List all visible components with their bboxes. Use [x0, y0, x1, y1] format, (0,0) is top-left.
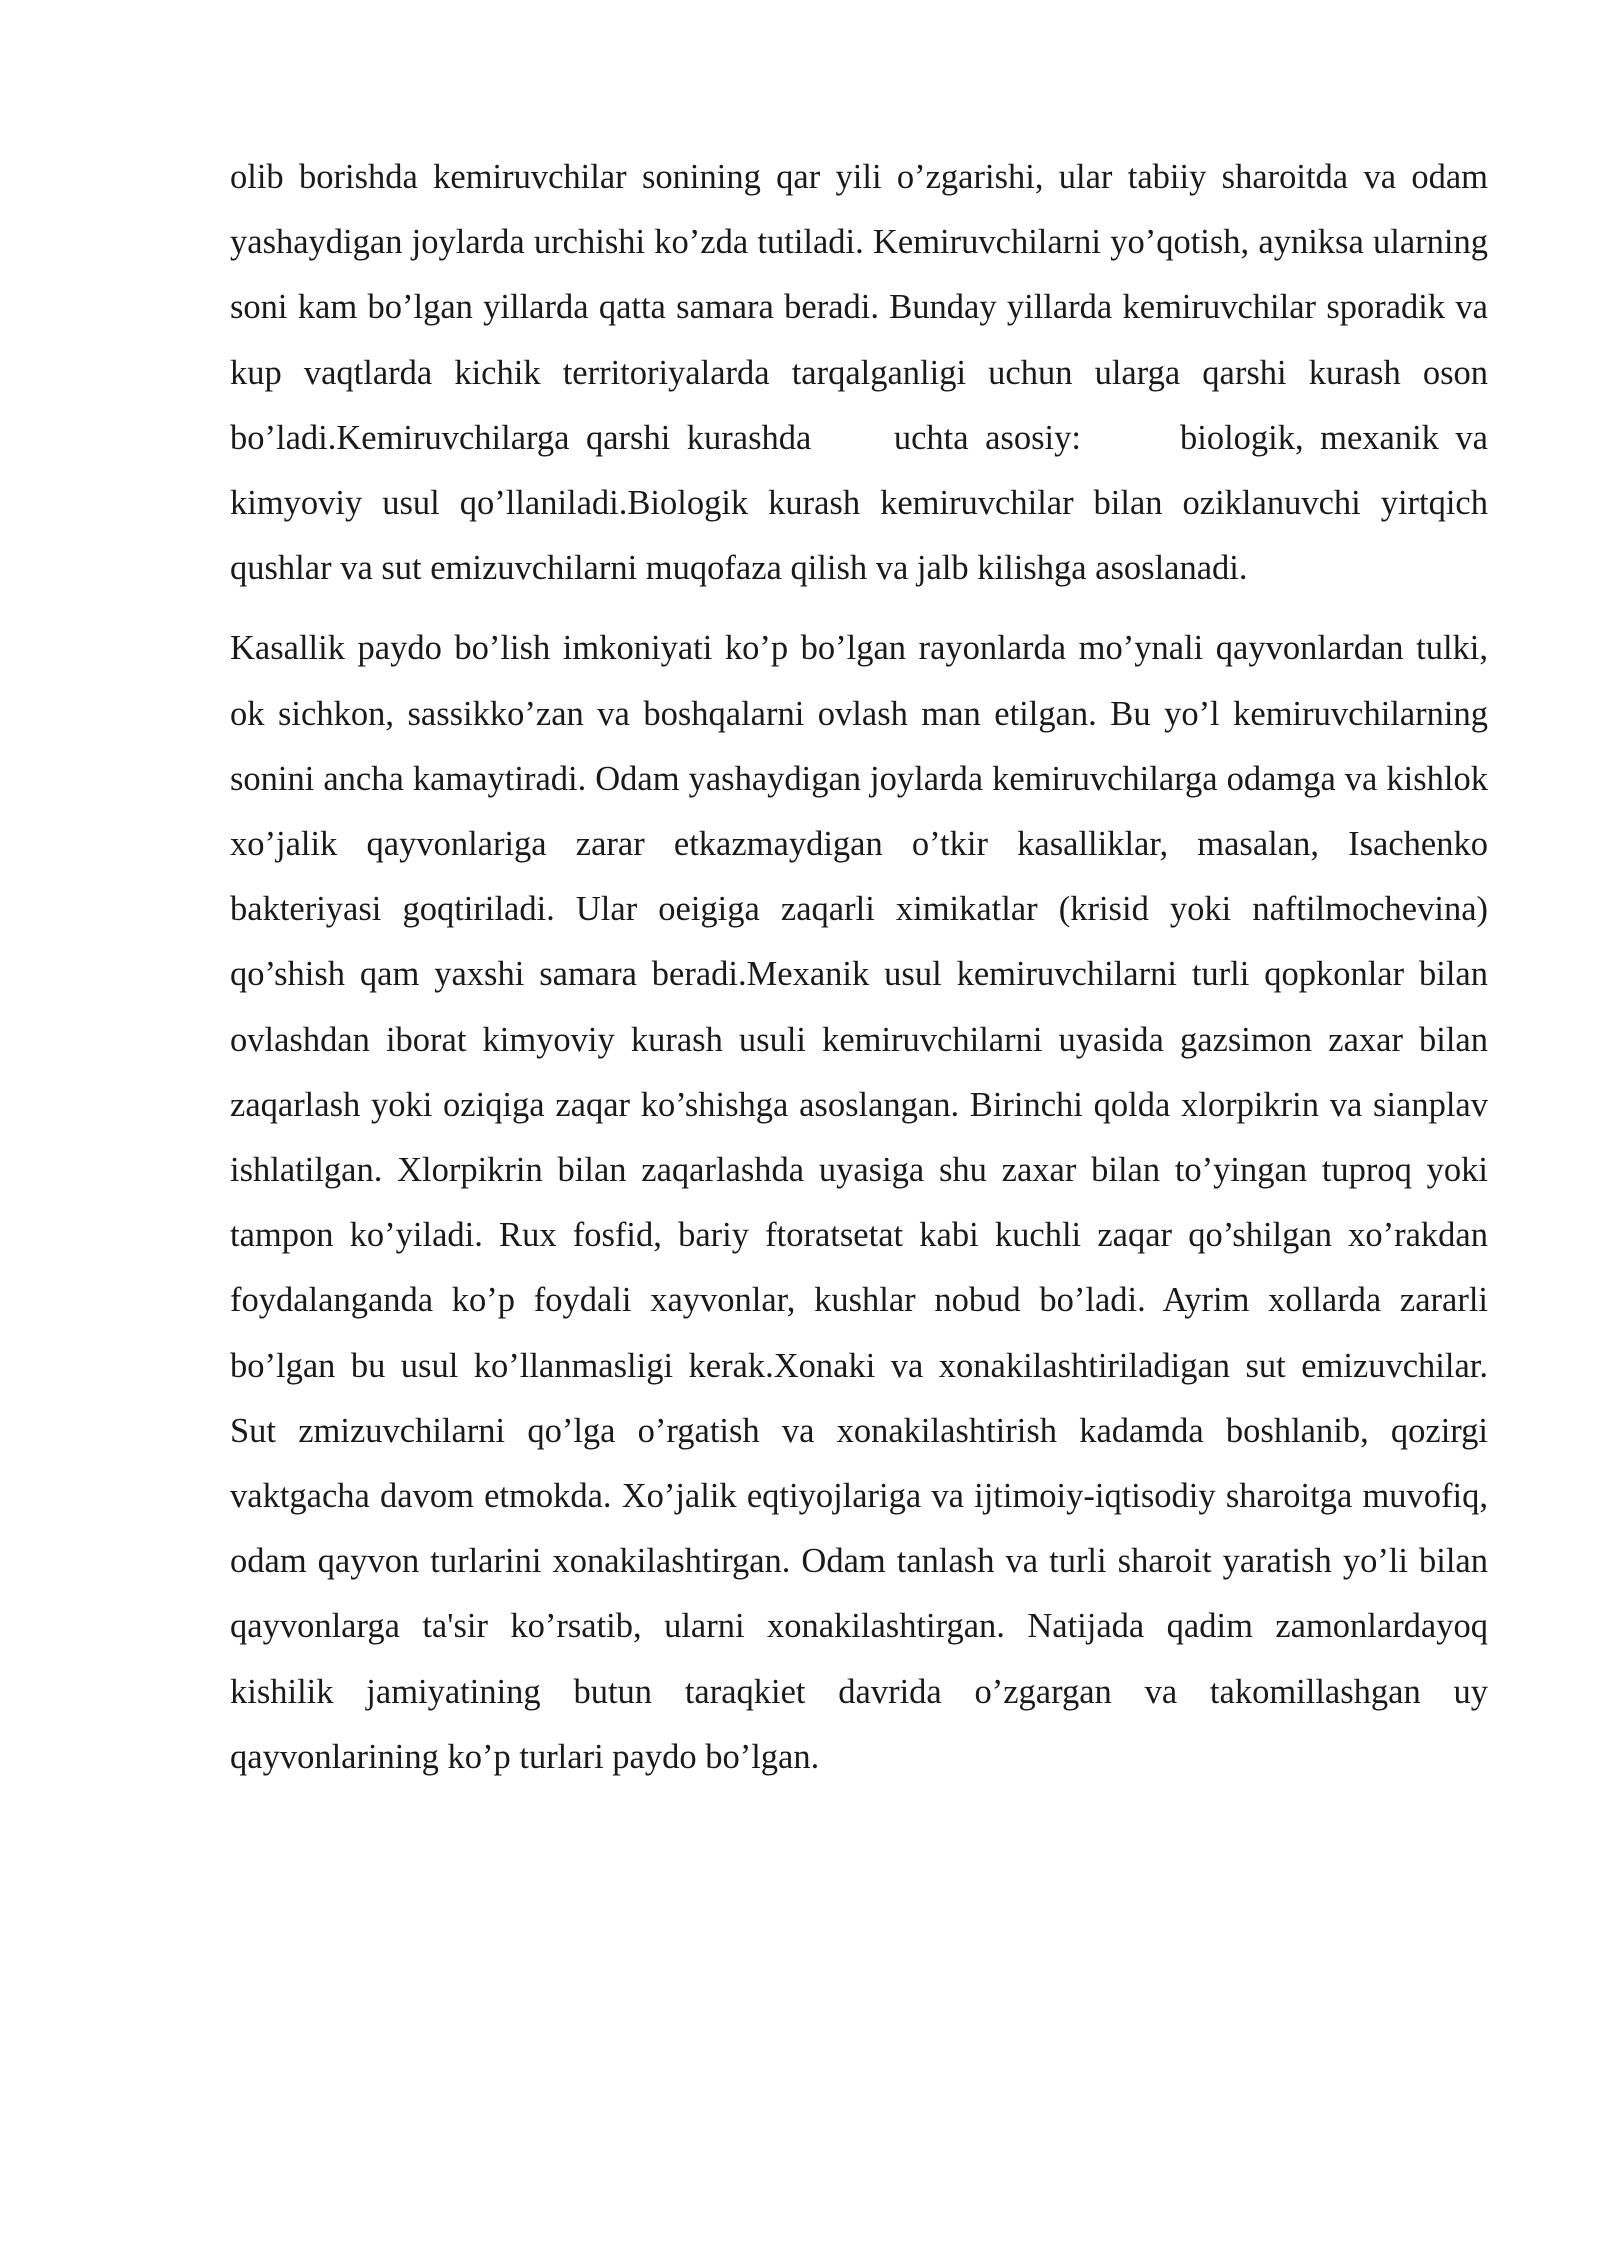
paragraph-1: olib borishda kemiruvchilar sonining qar yili o’zgarishi, ular tabiiy sharoitda va odam yashaydigan joylarda urchishi ko’zda tutiladi. Kemiruvchilarni yo’qotish, ayniksa ularning soni kam bo’lgan yillarda qatta samara beradi. Bunday yillarda kemiruvchilar sporadik va kup vaqtlarda kichik territoriyalarda tarqalganligi uchun ularga qarshi kurash oson bo’ladi.Kemiruvchilarga qarshi kurashda uchta asosiy: biologik, mexanik va kimyoviy usul qo’llaniladi.Biologik kurash kemiruvchilar bilan oziklanuvchi yirtqich qushlar va sut emizuvchilarni muqofaza qilish va jalb kilishga asoslanadi. — [230, 158, 1497, 588]
document-body — [230, 145, 1497, 1805]
paragraph-2: Kasallik paydo bo’lish imkoniyati ko’p bo’lgan rayonlarda mo’ynali qayvonlardan tulki, ok sichkon, sassikko’zan va boshqalarni ovlash man etilgan. Bu yo’l kemiruvchilarning sonini ancha kamaytiradi. Odam yashaydigan joylarda kemiruvchilarga odamga va kishlok xo’jalik qayvonlariga zarar etkazmaydigan o’tkir kasalliklar, masalan, Isachenko bakteriyasi goqtiriladi. Ular oeigiga zaqarli ximikatlar (krisid yoki naftilmochevina) qo’shish qam yaxshi samara beradi.Mexanik usul kemiruvchilarni turli qopkonlar bilan ovlashdan iborat kimyoviy kurash usuli kemiruvchilarni uyasida gazsimon zaxar bilan zaqarlash yoki oziqiga zaqar ko’shishga asoslangan. Birinchi qolda xlorpikrin va sianplav ishlatilgan. Xlorpikrin bilan zaqarlashda uyasiga shu zaxar bilan to’yingan tuproq yoki tampon ko’yiladi. Rux fosfid, bariy ftoratsetat kabi kuchli zaqar qo’shilgan xo’rakdan foydalanganda ko’p foydali xayvonlar, kushlar nobud bo’ladi. Ayrim xollarda zararli bo’lgan bu usul ko’llanmasligi kerak.Xonaki va xonakilashtiriladigan sut emizuvchilar. Sut zmizuvchilarni qo’lga o’rgatish va xonakilashtirish kadamda boshlanib, qozirgi vaktgacha davom etmokda. Xo’jalik eqtiyojlariga va ijtimoiy-iqtisodiy sharoitga muvofiq, odam qayvon turlarini xonakilashtirgan. Odam tanlash va turli sharoit yaratish yo’li bilan qayvonlarga ta'sir ko’rsatib, ularni xonakilashtirgan. Natijada qadim zamonlardayoq kishilik jamiyatining butun taraqkiet davrida o’zgargan va takomillashgan uy qayvonlarining ko’p turlari paydo bo’lgan. — [230, 629, 1497, 1776]
